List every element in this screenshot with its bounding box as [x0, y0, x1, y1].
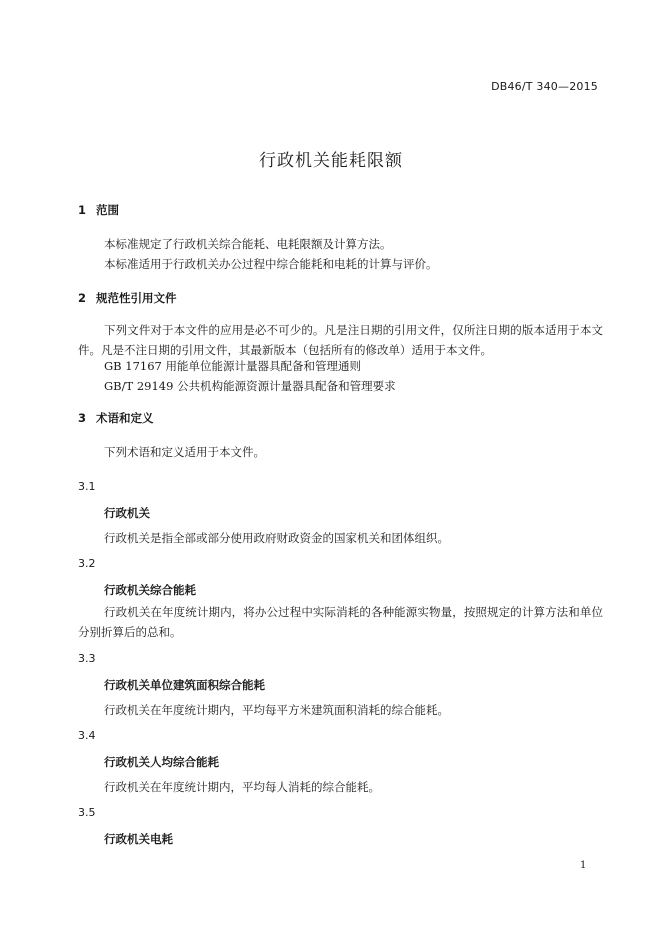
- section-title: 范围: [96, 203, 119, 217]
- term-number: 3.3: [78, 652, 96, 665]
- term-definition: 行政机关在年度统计期内，平均每平方米建筑面积消耗的综合能耗。: [104, 703, 449, 717]
- term-title: 行政机关综合能耗: [104, 583, 196, 597]
- term-title: 行政机关单位建筑面积综合能耗: [104, 678, 265, 692]
- page-number: 1: [580, 860, 587, 871]
- paragraph: 本标准适用于行政机关办公过程中综合能耗和电耗的计算与评价。: [104, 257, 438, 271]
- reference-item: GB/T 29149 公共机构能源资源计量器具配备和管理要求: [104, 379, 396, 393]
- paragraph: 下列文件对于本文件的应用是必不可少的。凡是注日期的引用文件，仅所注日期的版本适用于本文件。凡是不注日期的引用文件，其最新版本（包括所有的修改单）适用于本文件。: [78, 323, 603, 357]
- section-3-heading: [78, 410, 154, 426]
- document-code: DB46/T 340—2015: [491, 80, 598, 93]
- term-title: 行政机关: [104, 506, 150, 520]
- reference-item: GB 17167 用能单位能源计量器具配备和管理通则: [104, 359, 362, 373]
- term-definition: 行政机关在年度统计期内，平均每人消耗的综合能耗。: [104, 780, 380, 794]
- section-number: 2: [78, 291, 87, 305]
- section-number: 3: [78, 411, 87, 425]
- paragraph: 下列术语和定义适用于本文件。: [104, 445, 265, 459]
- section-number: 1: [78, 203, 87, 217]
- section-2-heading: [78, 290, 177, 306]
- term-title: 行政机关人均综合能耗: [104, 755, 219, 769]
- page-title: 行政机关能耗限额: [259, 151, 403, 171]
- term-number: 3.5: [78, 806, 96, 819]
- term-number: 3.2: [78, 557, 96, 570]
- term-definition: 行政机关是指全部或部分使用政府财政资金的国家机关和团体组织。: [104, 531, 449, 545]
- section-title: 术语和定义: [96, 411, 154, 425]
- paragraph: 本标准规定了行政机关综合能耗、电耗限额及计算方法。: [104, 237, 392, 251]
- section-title: 规范性引用文件: [96, 291, 177, 305]
- term-definition: 行政机关在年度统计期内，将办公过程中实际消耗的各种能源实物量，按照规定的计算方法和单位分别折算后的总和。: [78, 605, 603, 639]
- term-number: 3.4: [78, 729, 96, 742]
- section-1-heading: [78, 202, 119, 218]
- term-title: 行政机关电耗: [104, 832, 173, 846]
- term-number: 3.1: [78, 480, 96, 493]
